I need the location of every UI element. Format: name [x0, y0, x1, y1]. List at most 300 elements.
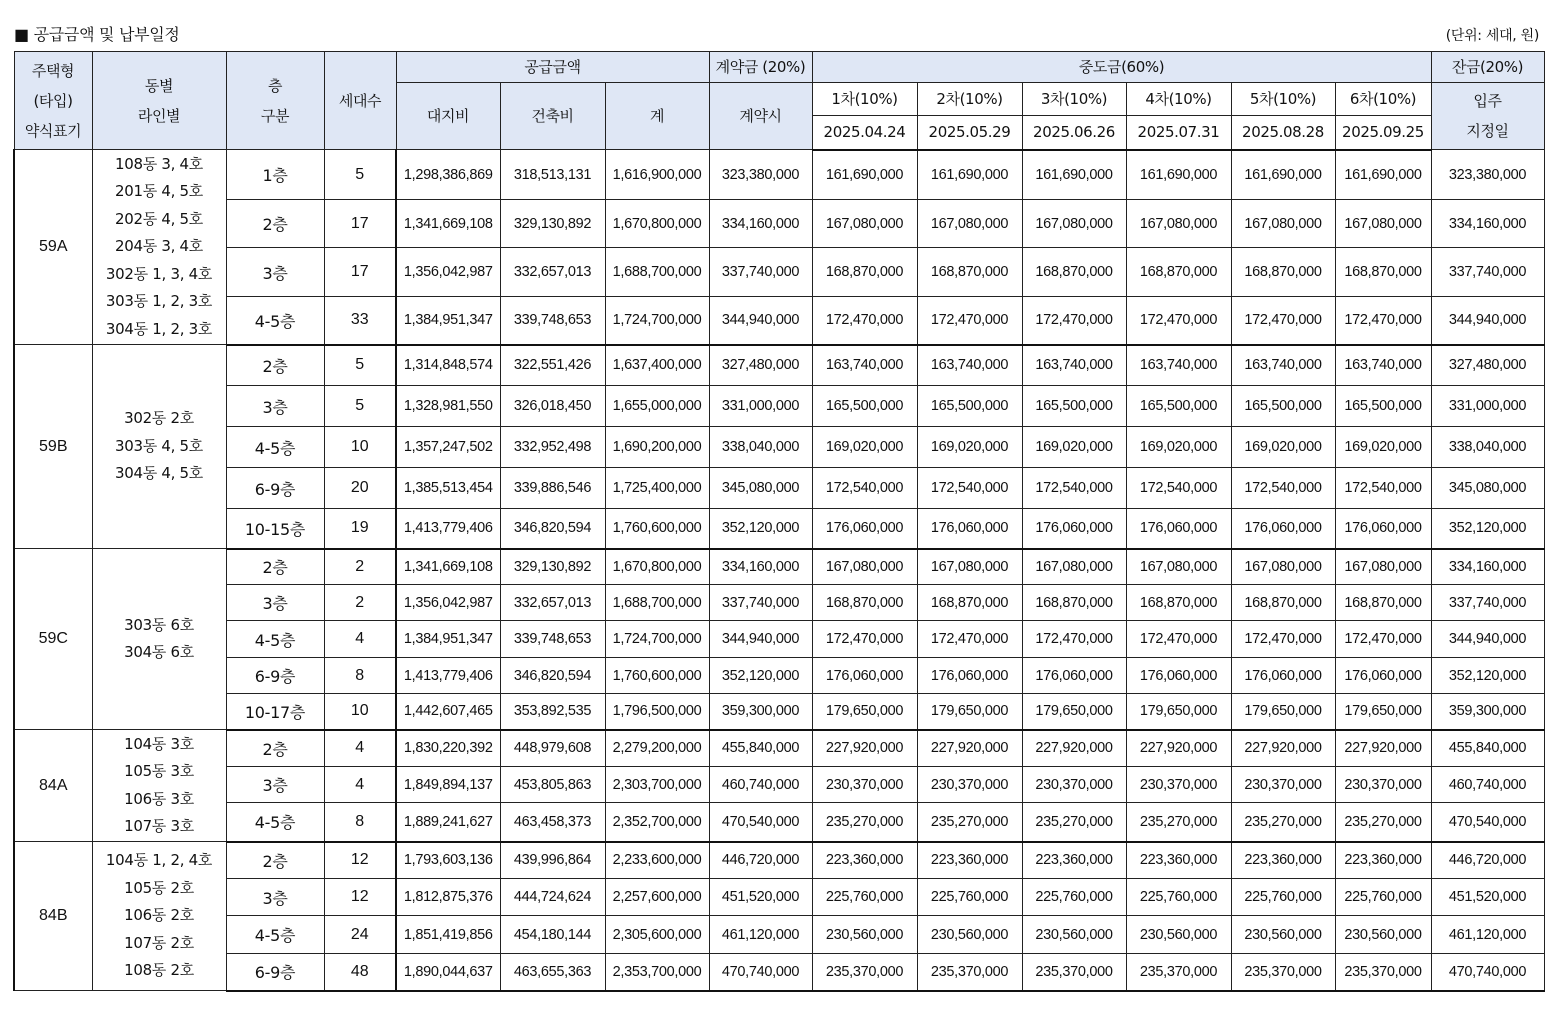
- land-price-cell: 1,830,220,392: [396, 730, 500, 767]
- total-price-cell: 1,724,700,000: [605, 297, 709, 345]
- building-price-cell: 439,996,864: [500, 842, 605, 879]
- installment-cell: 235,370,000: [812, 954, 917, 991]
- total-price-cell: 2,279,200,000: [605, 730, 709, 767]
- header-supply: 공급금액: [396, 52, 709, 83]
- unit-count-cell: 2: [324, 585, 396, 621]
- floor-cell: 2층: [226, 345, 324, 386]
- installment-cell: 167,080,000: [917, 549, 1022, 585]
- total-price-cell: 1,670,800,000: [605, 200, 709, 248]
- installment-cell: 172,470,000: [1126, 621, 1231, 658]
- dong-lines-cell: 104동 3호 105동 3호 106동 3호 107동 3호: [92, 730, 226, 842]
- table-row: [14, 916, 1544, 954]
- balance-cell: 334,160,000: [1431, 549, 1544, 585]
- total-price-cell: 2,233,600,000: [605, 842, 709, 879]
- building-price-cell: 339,748,653: [500, 297, 605, 345]
- installment-cell: 172,470,000: [1231, 297, 1335, 345]
- installment-cell: 230,560,000: [1126, 916, 1231, 954]
- installment-cell: 179,650,000: [1022, 694, 1126, 730]
- header-dong: 동별 라인별: [92, 52, 226, 150]
- land-price-cell: 1,890,044,637: [396, 954, 500, 991]
- installment-cell: 223,360,000: [1022, 842, 1126, 879]
- balance-cell: 337,740,000: [1431, 585, 1544, 621]
- installment-cell: 161,690,000: [917, 150, 1022, 200]
- unit-count-cell: 4: [324, 621, 396, 658]
- unit-type-cell: 84A: [14, 730, 92, 842]
- installment-cell: 176,060,000: [812, 509, 917, 549]
- land-price-cell: 1,341,669,108: [396, 200, 500, 248]
- building-price-cell: 332,657,013: [500, 248, 605, 297]
- deposit-cell: 337,740,000: [709, 585, 812, 621]
- installment-cell: 179,650,000: [812, 694, 917, 730]
- installment-cell: 176,060,000: [1335, 658, 1431, 694]
- header-middle: 중도금(60%): [812, 52, 1431, 83]
- table-row: [14, 297, 1544, 345]
- unit-count-cell: 8: [324, 658, 396, 694]
- installment-cell: 172,540,000: [1231, 468, 1335, 509]
- total-price-cell: 1,616,900,000: [605, 150, 709, 200]
- unit-count-cell: 10: [324, 427, 396, 468]
- installment-cell: 172,470,000: [812, 297, 917, 345]
- installment-cell: 176,060,000: [917, 509, 1022, 549]
- installment-cell: 172,540,000: [812, 468, 917, 509]
- unit-count-cell: 19: [324, 509, 396, 549]
- floor-cell: 10-17층: [226, 694, 324, 730]
- total-price-cell: 1,688,700,000: [605, 585, 709, 621]
- unit-count-cell: 33: [324, 297, 396, 345]
- unit-count-cell: 8: [324, 803, 396, 842]
- balance-cell: 451,520,000: [1431, 879, 1544, 916]
- installment-cell: 235,270,000: [1022, 803, 1126, 842]
- floor-cell: 3층: [226, 879, 324, 916]
- unit-count-cell: 17: [324, 200, 396, 248]
- installment-cell: 163,740,000: [1126, 345, 1231, 386]
- deposit-cell: 451,520,000: [709, 879, 812, 916]
- land-price-cell: 1,298,386,869: [396, 150, 500, 200]
- total-price-cell: 2,353,700,000: [605, 954, 709, 991]
- deposit-cell: 455,840,000: [709, 730, 812, 767]
- unit-type-cell: 59B: [14, 345, 92, 549]
- installment-cell: 176,060,000: [1231, 658, 1335, 694]
- balance-cell: 345,080,000: [1431, 468, 1544, 509]
- installment-cell: 168,870,000: [1126, 585, 1231, 621]
- deposit-cell: 446,720,000: [709, 842, 812, 879]
- building-price-cell: 454,180,144: [500, 916, 605, 954]
- floor-cell: 2층: [226, 549, 324, 585]
- table-row: [14, 954, 1544, 991]
- installment-cell: 168,870,000: [1231, 248, 1335, 297]
- installment-cell: 161,690,000: [1126, 150, 1231, 200]
- balance-cell: 327,480,000: [1431, 345, 1544, 386]
- installment-cell: 176,060,000: [1022, 658, 1126, 694]
- table-row: [14, 150, 1544, 200]
- installment-cell: 230,370,000: [1335, 767, 1431, 803]
- total-price-cell: 1,637,400,000: [605, 345, 709, 386]
- installment-cell: 230,560,000: [1022, 916, 1126, 954]
- floor-cell: 3층: [226, 386, 324, 427]
- installment-cell: 225,760,000: [812, 879, 917, 916]
- total-price-cell: 2,305,600,000: [605, 916, 709, 954]
- land-price-cell: 1,812,875,376: [396, 879, 500, 916]
- installment-cell: 235,270,000: [1231, 803, 1335, 842]
- balance-cell: 446,720,000: [1431, 842, 1544, 879]
- header-count: 세대수: [324, 52, 396, 150]
- unit-count-cell: 48: [324, 954, 396, 991]
- installment-cell: 225,760,000: [1231, 879, 1335, 916]
- installment-cell: 176,060,000: [1022, 509, 1126, 549]
- unit-type-cell: 84B: [14, 842, 92, 991]
- floor-cell: 3층: [226, 767, 324, 803]
- deposit-cell: 337,740,000: [709, 248, 812, 297]
- header-balance: 잔금(20%): [1431, 52, 1544, 83]
- unit-count-cell: 5: [324, 150, 396, 200]
- deposit-cell: 344,940,000: [709, 297, 812, 345]
- building-price-cell: 463,458,373: [500, 803, 605, 842]
- installment-cell: 165,500,000: [917, 386, 1022, 427]
- header-installment-date: 2025.09.25: [1335, 116, 1431, 150]
- dong-lines-cell: 108동 3, 4호 201동 4, 5호 202동 4, 5호 204동 3, 4호 302동 1, 3, 4호 303동 1, 2, 3호 304동 1, 2, 3호: [92, 150, 226, 345]
- balance-cell: 359,300,000: [1431, 694, 1544, 730]
- total-price-cell: 2,303,700,000: [605, 767, 709, 803]
- installment-cell: 172,470,000: [1126, 297, 1231, 345]
- header-installment-label: 1차(10%): [812, 83, 917, 116]
- installment-cell: 163,740,000: [917, 345, 1022, 386]
- deposit-cell: 470,540,000: [709, 803, 812, 842]
- header-installment-date: 2025.05.29: [917, 116, 1022, 150]
- building-price-cell: 329,130,892: [500, 549, 605, 585]
- table-row: [14, 585, 1544, 621]
- floor-cell: 6-9층: [226, 658, 324, 694]
- installment-cell: 176,060,000: [1335, 509, 1431, 549]
- balance-cell: 352,120,000: [1431, 509, 1544, 549]
- table-body: [14, 150, 1544, 991]
- header-deposit: 계약금 (20%): [709, 52, 812, 83]
- total-price-cell: 1,796,500,000: [605, 694, 709, 730]
- installment-cell: 223,360,000: [812, 842, 917, 879]
- installment-cell: 235,370,000: [1335, 954, 1431, 991]
- installment-cell: 169,020,000: [1335, 427, 1431, 468]
- installment-cell: 172,540,000: [1335, 468, 1431, 509]
- total-price-cell: 1,760,600,000: [605, 509, 709, 549]
- installment-cell: 168,870,000: [812, 585, 917, 621]
- land-price-cell: 1,889,241,627: [396, 803, 500, 842]
- building-price-cell: 332,952,498: [500, 427, 605, 468]
- building-price-cell: 346,820,594: [500, 658, 605, 694]
- total-price-cell: 1,670,800,000: [605, 549, 709, 585]
- building-price-cell: 322,551,426: [500, 345, 605, 386]
- installment-cell: 167,080,000: [1231, 549, 1335, 585]
- installment-cell: 230,560,000: [917, 916, 1022, 954]
- table-row: [14, 200, 1544, 248]
- header-type: 주택형 (타입) 약식표기: [14, 52, 92, 150]
- installment-cell: 230,370,000: [812, 767, 917, 803]
- balance-cell: 455,840,000: [1431, 730, 1544, 767]
- dong-lines-cell: 302동 2호 303동 4, 5호 304동 4, 5호: [92, 345, 226, 549]
- installment-cell: 167,080,000: [812, 549, 917, 585]
- installment-cell: 163,740,000: [1335, 345, 1431, 386]
- balance-cell: 344,940,000: [1431, 297, 1544, 345]
- installment-cell: 168,870,000: [917, 585, 1022, 621]
- installment-cell: 168,870,000: [1231, 585, 1335, 621]
- installment-cell: 227,920,000: [812, 730, 917, 767]
- installment-cell: 172,470,000: [1022, 297, 1126, 345]
- land-price-cell: 1,385,513,454: [396, 468, 500, 509]
- installment-cell: 167,080,000: [1022, 549, 1126, 585]
- header-installment-date: 2025.08.28: [1231, 116, 1335, 150]
- floor-cell: 2층: [226, 200, 324, 248]
- deposit-cell: 344,940,000: [709, 621, 812, 658]
- table-row: [14, 842, 1544, 879]
- header-total: 계: [605, 83, 709, 150]
- installment-cell: 179,650,000: [1126, 694, 1231, 730]
- unit-count-cell: 12: [324, 842, 396, 879]
- land-price-cell: 1,413,779,406: [396, 509, 500, 549]
- balance-cell: 461,120,000: [1431, 916, 1544, 954]
- installment-cell: 165,500,000: [1231, 386, 1335, 427]
- floor-cell: 4-5층: [226, 297, 324, 345]
- installment-cell: 179,650,000: [1335, 694, 1431, 730]
- installment-cell: 172,470,000: [1231, 621, 1335, 658]
- installment-cell: 167,080,000: [1022, 200, 1126, 248]
- table-row: [14, 730, 1544, 767]
- header-floor: 층 구분: [226, 52, 324, 150]
- installment-cell: 169,020,000: [1126, 427, 1231, 468]
- balance-cell: 331,000,000: [1431, 386, 1544, 427]
- installment-cell: 165,500,000: [812, 386, 917, 427]
- installment-cell: 172,540,000: [917, 468, 1022, 509]
- installment-cell: 235,270,000: [1335, 803, 1431, 842]
- floor-cell: 10-15층: [226, 509, 324, 549]
- installment-cell: 165,500,000: [1022, 386, 1126, 427]
- payment-schedule-table: [13, 51, 1545, 992]
- installment-cell: 235,370,000: [1231, 954, 1335, 991]
- table-row: [14, 658, 1544, 694]
- building-price-cell: 339,748,653: [500, 621, 605, 658]
- deposit-cell: 359,300,000: [709, 694, 812, 730]
- unit-count-cell: 24: [324, 916, 396, 954]
- installment-cell: 161,690,000: [812, 150, 917, 200]
- header-building: 건축비: [500, 83, 605, 150]
- table-row: [14, 248, 1544, 297]
- balance-cell: 334,160,000: [1431, 200, 1544, 248]
- installment-cell: 168,870,000: [1022, 248, 1126, 297]
- land-price-cell: 1,851,419,856: [396, 916, 500, 954]
- land-price-cell: 1,793,603,136: [396, 842, 500, 879]
- total-price-cell: 1,725,400,000: [605, 468, 709, 509]
- land-price-cell: 1,356,042,987: [396, 248, 500, 297]
- building-price-cell: 332,657,013: [500, 585, 605, 621]
- installment-cell: 167,080,000: [1126, 200, 1231, 248]
- header-installment-date: 2025.04.24: [812, 116, 917, 150]
- table-row: [14, 468, 1544, 509]
- installment-cell: 172,540,000: [1126, 468, 1231, 509]
- deposit-cell: 334,160,000: [709, 200, 812, 248]
- header-installment-label: 3차(10%): [1022, 83, 1126, 116]
- land-price-cell: 1,384,951,347: [396, 621, 500, 658]
- total-price-cell: 1,655,000,000: [605, 386, 709, 427]
- installment-cell: 167,080,000: [917, 200, 1022, 248]
- installment-cell: 167,080,000: [1231, 200, 1335, 248]
- installment-cell: 223,360,000: [1126, 842, 1231, 879]
- installment-cell: 230,370,000: [1231, 767, 1335, 803]
- installment-cell: 165,500,000: [1335, 386, 1431, 427]
- installment-cell: 169,020,000: [917, 427, 1022, 468]
- installment-cell: 230,370,000: [1126, 767, 1231, 803]
- building-price-cell: 444,724,624: [500, 879, 605, 916]
- installment-cell: 167,080,000: [1335, 549, 1431, 585]
- floor-cell: 2층: [226, 730, 324, 767]
- building-price-cell: 339,886,546: [500, 468, 605, 509]
- table-row: [14, 621, 1544, 658]
- installment-cell: 225,760,000: [1335, 879, 1431, 916]
- floor-cell: 4-5층: [226, 803, 324, 842]
- unit-note: (단위: 세대, 원): [1445, 28, 1539, 44]
- balance-cell: 470,540,000: [1431, 803, 1544, 842]
- building-price-cell: 448,979,608: [500, 730, 605, 767]
- table-row: [14, 345, 1544, 386]
- unit-count-cell: 4: [324, 730, 396, 767]
- installment-cell: 161,690,000: [1231, 150, 1335, 200]
- land-price-cell: 1,328,981,550: [396, 386, 500, 427]
- installment-cell: 227,920,000: [1231, 730, 1335, 767]
- dong-lines-cell: 303동 6호 304동 6호: [92, 549, 226, 730]
- installment-cell: 223,360,000: [1231, 842, 1335, 879]
- installment-cell: 176,060,000: [812, 658, 917, 694]
- installment-cell: 235,370,000: [917, 954, 1022, 991]
- building-price-cell: 463,655,363: [500, 954, 605, 991]
- installment-cell: 168,870,000: [1335, 248, 1431, 297]
- building-price-cell: 326,018,450: [500, 386, 605, 427]
- installment-cell: 223,360,000: [917, 842, 1022, 879]
- deposit-cell: 352,120,000: [709, 658, 812, 694]
- land-price-cell: 1,384,951,347: [396, 297, 500, 345]
- unit-count-cell: 2: [324, 549, 396, 585]
- header-installment-label: 2차(10%): [917, 83, 1022, 116]
- installment-cell: 167,080,000: [1126, 549, 1231, 585]
- unit-count-cell: 17: [324, 248, 396, 297]
- balance-cell: 323,380,000: [1431, 150, 1544, 200]
- installment-cell: 225,760,000: [1126, 879, 1231, 916]
- installment-cell: 227,920,000: [917, 730, 1022, 767]
- installment-cell: 167,080,000: [812, 200, 917, 248]
- table-row: [14, 803, 1544, 842]
- deposit-cell: 323,380,000: [709, 150, 812, 200]
- unit-type-cell: 59A: [14, 150, 92, 345]
- floor-cell: 1층: [226, 150, 324, 200]
- floor-cell: 4-5층: [226, 621, 324, 658]
- header-installment-date: 2025.06.26: [1022, 116, 1126, 150]
- deposit-cell: 352,120,000: [709, 509, 812, 549]
- installment-cell: 161,690,000: [1022, 150, 1126, 200]
- installment-cell: 161,690,000: [1335, 150, 1431, 200]
- installment-cell: 172,470,000: [1335, 621, 1431, 658]
- installment-cell: 172,470,000: [1335, 297, 1431, 345]
- unit-count-cell: 4: [324, 767, 396, 803]
- floor-cell: 3층: [226, 585, 324, 621]
- deposit-cell: 470,740,000: [709, 954, 812, 991]
- installment-cell: 227,920,000: [1022, 730, 1126, 767]
- installment-cell: 168,870,000: [1335, 585, 1431, 621]
- balance-cell: 338,040,000: [1431, 427, 1544, 468]
- installment-cell: 179,650,000: [1231, 694, 1335, 730]
- installment-cell: 223,360,000: [1335, 842, 1431, 879]
- building-price-cell: 353,892,535: [500, 694, 605, 730]
- installment-cell: 172,470,000: [1022, 621, 1126, 658]
- page-title: ■ 공급금액 및 납부일정: [14, 25, 180, 44]
- header-land: 대지비: [396, 83, 500, 150]
- deposit-cell: 327,480,000: [709, 345, 812, 386]
- unit-count-cell: 12: [324, 879, 396, 916]
- table-row: [14, 549, 1544, 585]
- deposit-cell: 461,120,000: [709, 916, 812, 954]
- installment-cell: 225,760,000: [917, 879, 1022, 916]
- balance-cell: 470,740,000: [1431, 954, 1544, 991]
- installment-cell: 227,920,000: [1335, 730, 1431, 767]
- table-row: [14, 879, 1544, 916]
- total-price-cell: 2,257,600,000: [605, 879, 709, 916]
- installment-cell: 169,020,000: [1231, 427, 1335, 468]
- installment-cell: 227,920,000: [1126, 730, 1231, 767]
- unit-count-cell: 10: [324, 694, 396, 730]
- land-price-cell: 1,442,607,465: [396, 694, 500, 730]
- total-price-cell: 1,724,700,000: [605, 621, 709, 658]
- header-deposit-timing: 계약시: [709, 83, 812, 150]
- installment-cell: 176,060,000: [917, 658, 1022, 694]
- header-installment-label: 6차(10%): [1335, 83, 1431, 116]
- unit-count-cell: 20: [324, 468, 396, 509]
- installment-cell: 163,740,000: [812, 345, 917, 386]
- land-price-cell: 1,357,247,502: [396, 427, 500, 468]
- building-price-cell: 318,513,131: [500, 150, 605, 200]
- unit-count-cell: 5: [324, 386, 396, 427]
- table-row: [14, 767, 1544, 803]
- installment-cell: 235,370,000: [1022, 954, 1126, 991]
- installment-cell: 172,540,000: [1022, 468, 1126, 509]
- deposit-cell: 345,080,000: [709, 468, 812, 509]
- floor-cell: 4-5층: [226, 427, 324, 468]
- land-price-cell: 1,314,848,574: [396, 345, 500, 386]
- installment-cell: 230,560,000: [812, 916, 917, 954]
- total-price-cell: 1,688,700,000: [605, 248, 709, 297]
- land-price-cell: 1,849,894,137: [396, 767, 500, 803]
- total-price-cell: 2,352,700,000: [605, 803, 709, 842]
- dong-lines-cell: 104동 1, 2, 4호 105동 2호 106동 2호 107동 2호 108동 2호: [92, 842, 226, 991]
- floor-cell: 6-9층: [226, 468, 324, 509]
- balance-cell: 344,940,000: [1431, 621, 1544, 658]
- installment-cell: 163,740,000: [1231, 345, 1335, 386]
- header-balance-timing: 입주 지정일: [1431, 83, 1544, 150]
- installment-cell: 230,560,000: [1231, 916, 1335, 954]
- deposit-cell: 331,000,000: [709, 386, 812, 427]
- floor-cell: 3층: [226, 248, 324, 297]
- installment-cell: 230,560,000: [1335, 916, 1431, 954]
- installment-cell: 168,870,000: [1126, 248, 1231, 297]
- building-price-cell: 329,130,892: [500, 200, 605, 248]
- deposit-cell: 334,160,000: [709, 549, 812, 585]
- unit-type-cell: 59C: [14, 549, 92, 730]
- table-row: [14, 694, 1544, 730]
- total-price-cell: 1,690,200,000: [605, 427, 709, 468]
- total-price-cell: 1,760,600,000: [605, 658, 709, 694]
- installment-cell: 163,740,000: [1022, 345, 1126, 386]
- balance-cell: 337,740,000: [1431, 248, 1544, 297]
- header-installment-label: 4차(10%): [1126, 83, 1231, 116]
- installment-cell: 167,080,000: [1335, 200, 1431, 248]
- deposit-cell: 460,740,000: [709, 767, 812, 803]
- installment-cell: 176,060,000: [1126, 509, 1231, 549]
- installment-cell: 176,060,000: [1231, 509, 1335, 549]
- table-row: [14, 386, 1544, 427]
- installment-cell: 179,650,000: [917, 694, 1022, 730]
